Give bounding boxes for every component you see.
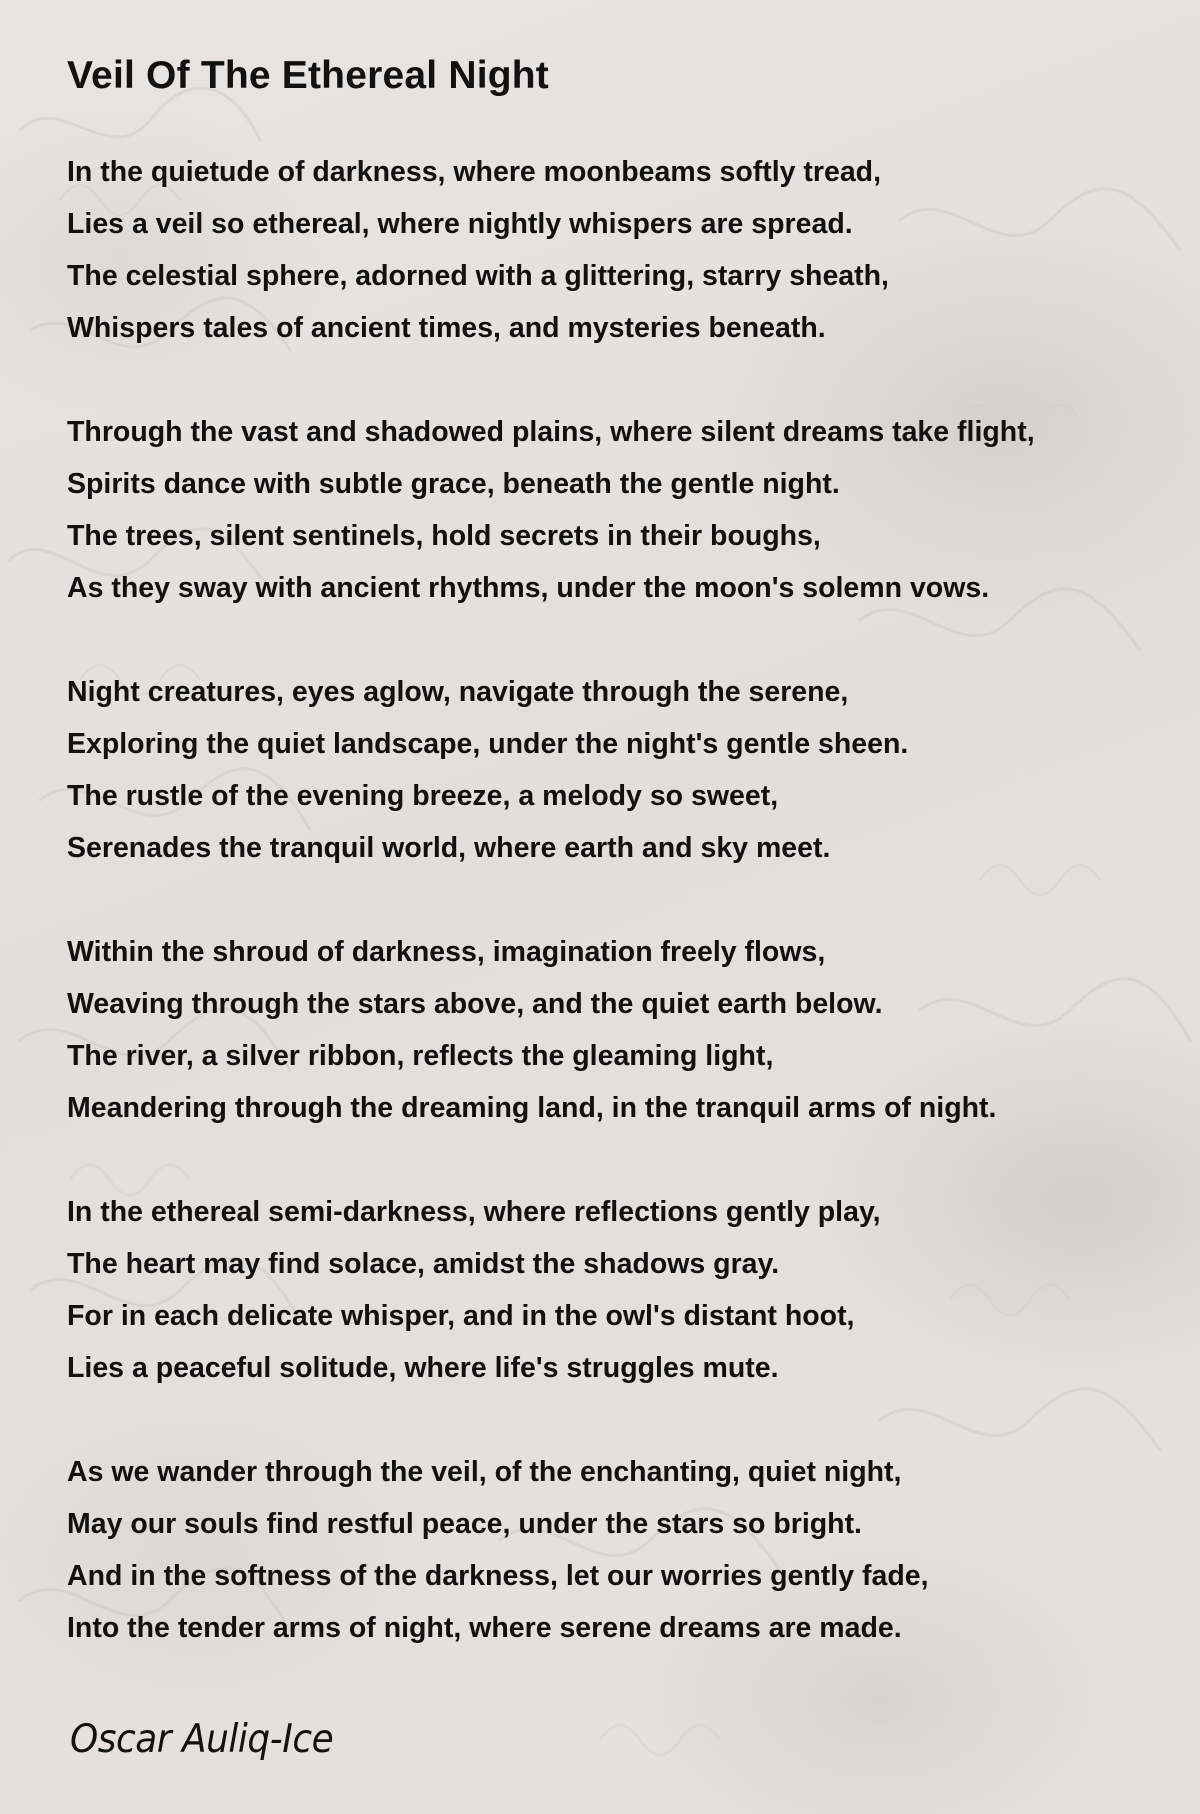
- poem-line: May our souls find restful peace, under the stars so bright.: [67, 1508, 862, 1540]
- poem-line: Night creatures, eyes aglow, navigate through the serene,: [67, 676, 849, 708]
- poem-line: Meandering through the dreaming land, in the tranquil arms of night.: [67, 1092, 997, 1124]
- poem-line: The river, a silver ribbon, reflects the gleaming light,: [67, 1040, 774, 1072]
- stanza-4: [67, 926, 1187, 1134]
- poem-title: Veil Of The Ethereal Night: [67, 54, 549, 97]
- poem-line: Exploring the quiet landscape, under the night's gentle sheen.: [67, 728, 909, 760]
- poem-line: Weaving through the stars above, and the quiet earth below.: [67, 988, 883, 1020]
- poem-author: Oscar Auliq-Ice: [70, 1717, 334, 1762]
- poem-line: In the quietude of darkness, where moonbeams softly tread,: [67, 156, 882, 188]
- poem-line: Through the vast and shadowed plains, where silent dreams take flight,: [67, 416, 1035, 448]
- poem-line: Within the shroud of darkness, imagination freely flows,: [67, 936, 826, 968]
- poem-line: As we wander through the veil, of the enchanting, quiet night,: [67, 1456, 902, 1488]
- poem-line: Lies a peaceful solitude, where life's struggles mute.: [67, 1352, 779, 1384]
- stanza-1: [67, 146, 1187, 354]
- poem-line: The trees, silent sentinels, hold secrets in their boughs,: [67, 520, 821, 552]
- poem-line: The heart may find solace, amidst the shadows gray.: [67, 1248, 780, 1280]
- stanza-3: [67, 666, 1187, 874]
- poem-container: [67, 50, 1187, 1706]
- poem-line: As they sway with ancient rhythms, under the moon's solemn vows.: [67, 572, 990, 604]
- stanza-5: [67, 1186, 1187, 1394]
- poem-line: For in each delicate whisper, and in the owl's distant hoot,: [67, 1300, 855, 1332]
- poem-line: Spirits dance with subtle grace, beneath the gentle night.: [67, 468, 840, 500]
- poem-line: Serenades the tranquil world, where earth and sky meet.: [67, 832, 831, 864]
- poem-line: In the ethereal semi-darkness, where reflections gently play,: [67, 1196, 881, 1228]
- poem-line: Whispers tales of ancient times, and mysteries beneath.: [67, 312, 826, 344]
- poem-line: The rustle of the evening breeze, a melody so sweet,: [67, 780, 779, 812]
- stanza-2: [67, 406, 1187, 614]
- stanza-6: [67, 1446, 1187, 1654]
- poem-line: And in the softness of the darkness, let our worries gently fade,: [67, 1560, 929, 1592]
- poem-line: Lies a veil so ethereal, where nightly whispers are spread.: [67, 208, 853, 240]
- poem-line: The celestial sphere, adorned with a glittering, starry sheath,: [67, 260, 889, 292]
- poem-line: Into the tender arms of night, where serene dreams are made.: [67, 1612, 902, 1644]
